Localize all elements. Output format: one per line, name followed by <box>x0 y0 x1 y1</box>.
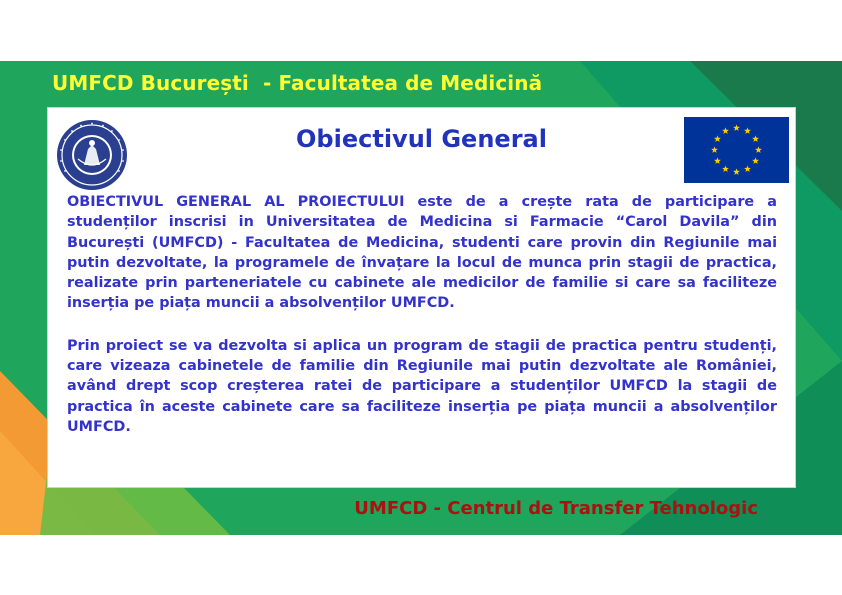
body-text <box>67 192 777 459</box>
paragraph-objective: OBIECTIVUL GENERAL AL PROIECTULUI este de a crește rata de participare a studenților inscrisi in Universitatea de Medicina si Farmacie “Carol Davila” din București (UMFCD) - Facultatea de Medicina, studenti care provin din Regiunile mai putin dezvoltate, la programele de învațare la locul de munca prin stagii de practica, realizate prin parteneriatele cu cabinete ale medicilor de familie si care sa faciliteze inserția pe piața muncii a absolvenților UMFCD. <box>67 194 777 312</box>
slide-title: Obiectivul General <box>296 125 547 153</box>
content-card <box>47 107 796 488</box>
header-title: UMFCD București - Facultatea de Medicină <box>52 71 543 95</box>
paragraph-project: Prin proiect se va dezvolta si aplica un program de stagii de practica pentru studenți, care vizeaza cabinetele de familie din Regiunile mai putin dezvoltate ale României, având drept scop creșterea ratei de participare a studenților UMFCD la stagii de practica în aceste cabinete care sa faciliteze inserția pe piața muncii a absolvenților UMFCD. <box>67 337 777 435</box>
eu-flag-icon <box>684 117 789 183</box>
footer-text: UMFCD - Centrul de Transfer Tehnologic <box>354 498 758 519</box>
slide <box>0 61 842 535</box>
